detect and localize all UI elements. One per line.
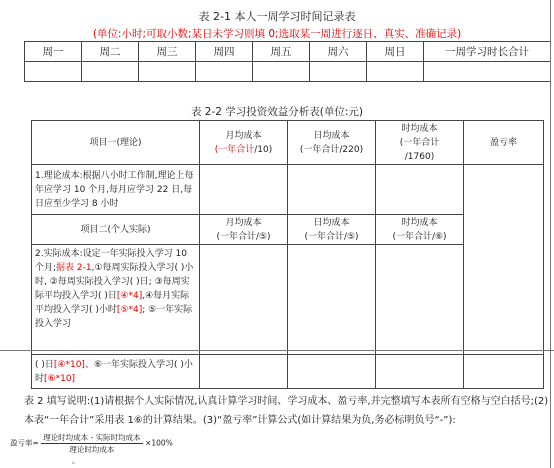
table1-header-row — [25, 42, 551, 62]
header-monday: 周一 — [25, 42, 82, 62]
col-monthly-cost-tail: /10) — [254, 144, 273, 155]
table1-input-row — [25, 62, 551, 82]
actual-cost-text-b: ,①每周实际投入学习( )小时, ②每周实际投入学习( )日; ③每周实际平均投入学习( )日 — [35, 263, 194, 301]
header-friday: 周五 — [253, 42, 310, 62]
col-daily-cost-label: 日均成本 — [313, 130, 350, 141]
input-sunday[interactable] — [367, 62, 424, 82]
actual-cost-continued-row — [32, 355, 544, 389]
col-daily-cost-formula: (一年合计/220) — [299, 144, 364, 155]
actual-daily-cost-cell[interactable] — [288, 245, 376, 355]
profit-rate-cell[interactable] — [464, 165, 544, 355]
table1-title: 表 2-1 本人一周学习时间记录表 — [198, 10, 356, 23]
section2-monthly-cost-label: 月均成本 — [225, 217, 262, 228]
theory-hourly-cost-cell[interactable] — [376, 165, 464, 215]
formula-fraction — [41, 432, 142, 455]
actual-cost-cont-ref-1: [④*10] — [53, 359, 85, 370]
table2-header-row — [32, 121, 544, 165]
section2-hourly-cost — [376, 215, 464, 245]
section2-monthly-cost-formula: (一年合计/⑤) — [216, 231, 271, 242]
formula-tail: ×100% — [145, 438, 173, 448]
actual-hourly-cost-cont[interactable] — [376, 355, 464, 389]
actual-cost-cont-a: ( )日 — [35, 359, 54, 370]
study-time-record-table — [24, 41, 551, 82]
table2-title: 表 2-2 学习投资效益分析表(单位:元) — [190, 106, 364, 118]
section2-hourly-cost-formula: (一年合计/⑥) — [392, 231, 447, 242]
actual-monthly-cost-cell[interactable] — [200, 245, 288, 355]
input-saturday[interactable] — [310, 62, 367, 82]
header-tuesday: 周二 — [82, 42, 139, 62]
header-wednesday: 周三 — [139, 42, 196, 62]
input-wednesday[interactable] — [139, 62, 196, 82]
col-monthly-cost-label: 月均成本 — [225, 130, 262, 141]
input-monday[interactable] — [25, 62, 82, 82]
input-thursday[interactable] — [196, 62, 253, 82]
col-hourly-cost-formula-1: (一年合计 — [399, 137, 440, 148]
actual-cost-text-c: ,④每月实际平均投入学习( )小时 — [35, 291, 190, 315]
actual-cost-text-d: ; ⑤一年实际投入学习 — [35, 305, 193, 329]
actual-monthly-cost-cont[interactable] — [200, 355, 288, 389]
section2-title: 项目二(个人实际) — [32, 215, 200, 245]
actual-cost-ref-2: [⑤*4] — [116, 305, 143, 315]
actual-cost-continued — [32, 355, 200, 389]
formula-label: 盈亏率= — [10, 438, 39, 448]
actual-hourly-cost-cell[interactable] — [376, 245, 464, 355]
section1-title: 项目一(理论) — [32, 121, 200, 165]
page-break-line — [0, 350, 554, 351]
header-weekly-total: 一周学习时长合计 — [424, 42, 551, 62]
actual-daily-cost-cont[interactable] — [288, 355, 376, 389]
actual-cost-text-a: 2.实际成本:设定一年实际投入学习 10 个月; — [35, 249, 187, 273]
col-hourly-cost-label: 时均成本 — [401, 123, 438, 134]
theory-cost-description: 1.理论成本:根据八小时工作制,理论上每年应学习 10 个月,每月应学习 22 日,每日应至少学习 8 小时 — [32, 165, 200, 215]
theory-cost-row — [32, 165, 544, 215]
col-monthly-cost — [200, 121, 288, 165]
section2-daily-cost-formula: (一年合计/⑤) — [304, 231, 359, 242]
page-edge-line — [550, 0, 551, 468]
col-daily-cost — [288, 121, 376, 165]
theory-monthly-cost-cell[interactable] — [200, 165, 288, 215]
formula-end: 。 — [72, 456, 80, 465]
col-hourly-cost — [376, 121, 464, 165]
header-sunday: 周日 — [367, 42, 424, 62]
fill-instructions: 表 2 填写说明:(1)请根据个人实际情况,认真计算学习时间、学习成本、盈亏率,并完整填写本表所有空格与空白括号;(2)本表“一年合计”采用表 1⑥的计算结果。(3)“盈亏率”计算公式(如计算结果为负,务必标明负号“-”): — [24, 396, 549, 426]
header-saturday: 周六 — [310, 42, 367, 62]
col-monthly-cost-formula — [200, 143, 287, 157]
profit-rate-formula — [10, 432, 173, 466]
theory-daily-cost-cell[interactable] — [288, 165, 376, 215]
section2-daily-cost — [288, 215, 376, 245]
formula-denominator: 理论时均成本 — [69, 445, 115, 454]
actual-cost-ref-1: [④*4] — [116, 291, 143, 301]
header-thursday: 周四 — [196, 42, 253, 62]
actual-cost-cont-ref-2: [⑥*10] — [44, 373, 76, 384]
section2-monthly-cost — [200, 215, 288, 245]
col-hourly-cost-formula-2: /1760) — [404, 151, 435, 162]
formula-numerator: 理论时均成本 - 实际时均成本 — [43, 433, 141, 442]
section2-daily-cost-label: 日均成本 — [313, 217, 350, 228]
section2-hourly-cost-label: 时均成本 — [401, 217, 438, 228]
input-weekly-total[interactable] — [424, 62, 551, 82]
actual-cost-ref-table: 据表 2-1 — [56, 263, 92, 273]
col-monthly-cost-red: (一年合计 — [214, 144, 255, 155]
col-profit-rate: 盈亏率 — [464, 121, 544, 165]
profit-rate-cont[interactable] — [464, 355, 544, 389]
actual-cost-cont-b: 、⑥一年实际投入学习( )小时 — [35, 359, 193, 384]
input-friday[interactable] — [253, 62, 310, 82]
study-investment-analysis-table — [31, 120, 544, 389]
input-tuesday[interactable] — [82, 62, 139, 82]
table1-subtitle: (单位:小时;可取小数;某日未学习则填 0;选取某一周进行逐日、真实、准确记录) — [92, 28, 462, 40]
actual-cost-description — [32, 245, 200, 355]
